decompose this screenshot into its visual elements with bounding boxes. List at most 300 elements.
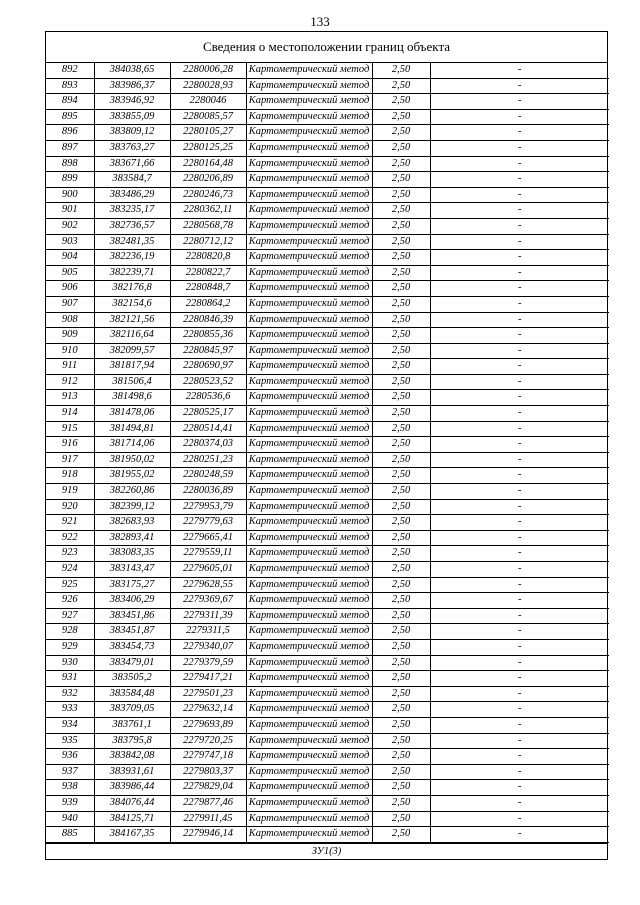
x-coordinate-cell: 381714,06 <box>94 437 170 453</box>
accuracy-cell: 2,50 <box>372 811 430 827</box>
method-cell: Картометрический метод <box>246 546 372 562</box>
description-cell: - <box>430 468 609 484</box>
point-number-cell: 932 <box>46 686 94 702</box>
method-cell: Картометрический метод <box>246 406 372 422</box>
table-row <box>46 780 609 796</box>
method-cell: Картометрический метод <box>246 125 372 141</box>
table-row <box>46 234 609 250</box>
y-coordinate-cell: 2280848,7 <box>170 281 246 297</box>
point-number-cell: 917 <box>46 452 94 468</box>
point-number-cell: 904 <box>46 250 94 266</box>
method-cell: Картометрический метод <box>246 234 372 250</box>
accuracy-cell: 2,50 <box>372 795 430 811</box>
accuracy-cell: 2,50 <box>372 140 430 156</box>
description-cell: - <box>430 390 609 406</box>
description-cell: - <box>430 702 609 718</box>
accuracy-cell: 2,50 <box>372 78 430 94</box>
description-cell: - <box>430 530 609 546</box>
accuracy-cell: 2,50 <box>372 421 430 437</box>
x-coordinate-cell: 383454,73 <box>94 639 170 655</box>
description-cell: - <box>430 328 609 344</box>
x-coordinate-cell: 384167,35 <box>94 827 170 843</box>
x-coordinate-cell: 382260,86 <box>94 484 170 500</box>
accuracy-cell: 2,50 <box>372 437 430 453</box>
table-row <box>46 811 609 827</box>
y-coordinate-cell: 2280820,8 <box>170 250 246 266</box>
accuracy-cell: 2,50 <box>372 499 430 515</box>
point-number-cell: 926 <box>46 593 94 609</box>
y-coordinate-cell: 2280164,48 <box>170 156 246 172</box>
point-number-cell: 901 <box>46 203 94 219</box>
description-cell: - <box>430 811 609 827</box>
table-row <box>46 795 609 811</box>
y-coordinate-cell: 2279605,01 <box>170 562 246 578</box>
accuracy-cell: 2,50 <box>372 593 430 609</box>
y-coordinate-cell: 2279877,46 <box>170 795 246 811</box>
description-cell: - <box>430 577 609 593</box>
x-coordinate-cell: 384125,71 <box>94 811 170 827</box>
accuracy-cell: 2,50 <box>372 328 430 344</box>
method-cell: Картометрический метод <box>246 296 372 312</box>
table-row <box>46 608 609 624</box>
method-cell: Картометрический метод <box>246 811 372 827</box>
y-coordinate-cell: 2279720,25 <box>170 733 246 749</box>
point-number-cell: 916 <box>46 437 94 453</box>
method-cell: Картометрический метод <box>246 328 372 344</box>
x-coordinate-cell: 383451,86 <box>94 608 170 624</box>
y-coordinate-cell: 2280085,57 <box>170 109 246 125</box>
accuracy-cell: 2,50 <box>372 624 430 640</box>
description-cell: - <box>430 187 609 203</box>
description-cell: - <box>430 374 609 390</box>
description-cell: - <box>430 827 609 843</box>
accuracy-cell: 2,50 <box>372 156 430 172</box>
accuracy-cell: 2,50 <box>372 374 430 390</box>
table-row <box>46 63 609 78</box>
x-coordinate-cell: 383143,47 <box>94 562 170 578</box>
description-cell: - <box>430 421 609 437</box>
x-coordinate-cell: 381817,94 <box>94 359 170 375</box>
description-cell: - <box>430 780 609 796</box>
accuracy-cell: 2,50 <box>372 686 430 702</box>
y-coordinate-cell: 2280822,7 <box>170 265 246 281</box>
method-cell: Картометрический метод <box>246 749 372 765</box>
description-cell: - <box>430 733 609 749</box>
method-cell: Картометрический метод <box>246 686 372 702</box>
method-cell: Картометрический метод <box>246 639 372 655</box>
method-cell: Картометрический метод <box>246 78 372 94</box>
y-coordinate-cell: 2279417,21 <box>170 671 246 687</box>
accuracy-cell: 2,50 <box>372 717 430 733</box>
method-cell: Картометрический метод <box>246 702 372 718</box>
table-row <box>46 281 609 297</box>
x-coordinate-cell: 381950,02 <box>94 452 170 468</box>
table-row <box>46 312 609 328</box>
y-coordinate-cell: 2279311,39 <box>170 608 246 624</box>
point-number-cell: 907 <box>46 296 94 312</box>
table-row <box>46 359 609 375</box>
accuracy-cell: 2,50 <box>372 577 430 593</box>
accuracy-cell: 2,50 <box>372 296 430 312</box>
point-number-cell: 931 <box>46 671 94 687</box>
accuracy-cell: 2,50 <box>372 780 430 796</box>
description-cell: - <box>430 109 609 125</box>
description-cell: - <box>430 359 609 375</box>
point-number-cell: 911 <box>46 359 94 375</box>
accuracy-cell: 2,50 <box>372 281 430 297</box>
table-row <box>46 515 609 531</box>
accuracy-cell: 2,50 <box>372 265 430 281</box>
table-row <box>46 218 609 234</box>
table-row <box>46 764 609 780</box>
table-row <box>46 94 609 110</box>
point-number-cell: 915 <box>46 421 94 437</box>
point-number-cell: 919 <box>46 484 94 500</box>
table-row <box>46 702 609 718</box>
page-number: 133 <box>310 14 330 29</box>
accuracy-cell: 2,50 <box>372 187 430 203</box>
accuracy-cell: 2,50 <box>372 515 430 531</box>
x-coordinate-cell: 383486,29 <box>94 187 170 203</box>
description-cell: - <box>430 234 609 250</box>
description-cell: - <box>430 63 609 78</box>
point-number-cell: 939 <box>46 795 94 811</box>
y-coordinate-cell: 2279340,07 <box>170 639 246 655</box>
x-coordinate-cell: 381955,02 <box>94 468 170 484</box>
point-number-cell: 905 <box>46 265 94 281</box>
point-number-cell: 923 <box>46 546 94 562</box>
method-cell: Картометрический метод <box>246 530 372 546</box>
x-coordinate-cell: 383809,12 <box>94 125 170 141</box>
point-number-cell: 909 <box>46 328 94 344</box>
y-coordinate-cell: 2279501,23 <box>170 686 246 702</box>
x-coordinate-cell: 383842,08 <box>94 749 170 765</box>
description-cell: - <box>430 312 609 328</box>
accuracy-cell: 2,50 <box>372 827 430 843</box>
y-coordinate-cell: 2279311,5 <box>170 624 246 640</box>
description-cell: - <box>430 624 609 640</box>
point-number-cell: 899 <box>46 172 94 188</box>
point-number-cell: 903 <box>46 234 94 250</box>
x-coordinate-cell: 381494,81 <box>94 421 170 437</box>
point-number-cell: 927 <box>46 608 94 624</box>
table-row <box>46 421 609 437</box>
x-coordinate-cell: 383584,7 <box>94 172 170 188</box>
x-coordinate-cell: 382683,93 <box>94 515 170 531</box>
table-row <box>46 109 609 125</box>
y-coordinate-cell: 2280246,73 <box>170 187 246 203</box>
y-coordinate-cell: 2280845,97 <box>170 343 246 359</box>
y-coordinate-cell: 2279369,67 <box>170 593 246 609</box>
y-coordinate-cell: 2279747,18 <box>170 749 246 765</box>
description-cell: - <box>430 156 609 172</box>
table-row <box>46 717 609 733</box>
description-cell: - <box>430 452 609 468</box>
method-cell: Картометрический метод <box>246 94 372 110</box>
table-row <box>46 296 609 312</box>
description-cell: - <box>430 125 609 141</box>
table-row <box>46 374 609 390</box>
y-coordinate-cell: 2279628,55 <box>170 577 246 593</box>
point-number-cell: 920 <box>46 499 94 515</box>
point-number-cell: 902 <box>46 218 94 234</box>
description-cell: - <box>430 749 609 765</box>
description-cell: - <box>430 764 609 780</box>
table-row <box>46 203 609 219</box>
point-number-cell: 893 <box>46 78 94 94</box>
x-coordinate-cell: 382236,19 <box>94 250 170 266</box>
accuracy-cell: 2,50 <box>372 250 430 266</box>
point-number-cell: 894 <box>46 94 94 110</box>
accuracy-cell: 2,50 <box>372 639 430 655</box>
y-coordinate-cell: 2279911,45 <box>170 811 246 827</box>
x-coordinate-cell: 383795,8 <box>94 733 170 749</box>
accuracy-cell: 2,50 <box>372 702 430 718</box>
method-cell: Картометрический метод <box>246 780 372 796</box>
method-cell: Картометрический метод <box>246 562 372 578</box>
point-number-cell: 929 <box>46 639 94 655</box>
point-number-cell: 892 <box>46 63 94 78</box>
x-coordinate-cell: 382176,8 <box>94 281 170 297</box>
x-coordinate-cell: 383986,37 <box>94 78 170 94</box>
accuracy-cell: 2,50 <box>372 359 430 375</box>
table-row <box>46 125 609 141</box>
table-row <box>46 172 609 188</box>
y-coordinate-cell: 2280105,27 <box>170 125 246 141</box>
x-coordinate-cell: 383855,09 <box>94 109 170 125</box>
table-row <box>46 577 609 593</box>
point-number-cell: 936 <box>46 749 94 765</box>
y-coordinate-cell: 2279946,14 <box>170 827 246 843</box>
accuracy-cell: 2,50 <box>372 452 430 468</box>
description-cell: - <box>430 608 609 624</box>
method-cell: Картометрический метод <box>246 468 372 484</box>
method-cell: Картометрический метод <box>246 437 372 453</box>
y-coordinate-cell: 2280046 <box>170 94 246 110</box>
point-number-cell: 897 <box>46 140 94 156</box>
point-number-cell: 914 <box>46 406 94 422</box>
table-row <box>46 140 609 156</box>
description-cell: - <box>430 78 609 94</box>
y-coordinate-cell: 2279693,89 <box>170 717 246 733</box>
method-cell: Картометрический метод <box>246 156 372 172</box>
table-row <box>46 328 609 344</box>
x-coordinate-cell: 383451,87 <box>94 624 170 640</box>
x-coordinate-cell: 383083,35 <box>94 546 170 562</box>
description-cell: - <box>430 172 609 188</box>
parcel-label: ЗУ1(3) <box>46 843 607 859</box>
y-coordinate-cell: 2279803,37 <box>170 764 246 780</box>
accuracy-cell: 2,50 <box>372 109 430 125</box>
table-row <box>46 749 609 765</box>
description-cell: - <box>430 484 609 500</box>
y-coordinate-cell: 2280514,41 <box>170 421 246 437</box>
x-coordinate-cell: 382116,64 <box>94 328 170 344</box>
point-number-cell: 918 <box>46 468 94 484</box>
y-coordinate-cell: 2280846,39 <box>170 312 246 328</box>
point-number-cell: 913 <box>46 390 94 406</box>
point-number-cell: 898 <box>46 156 94 172</box>
point-number-cell: 933 <box>46 702 94 718</box>
table-title: Сведения о местоположении границ объекта <box>46 32 607 63</box>
accuracy-cell: 2,50 <box>372 218 430 234</box>
method-cell: Картометрический метод <box>246 671 372 687</box>
table-row <box>46 390 609 406</box>
y-coordinate-cell: 2280864,2 <box>170 296 246 312</box>
y-coordinate-cell: 2280523,52 <box>170 374 246 390</box>
table-row <box>46 686 609 702</box>
description-cell: - <box>430 94 609 110</box>
description-cell: - <box>430 639 609 655</box>
accuracy-cell: 2,50 <box>372 94 430 110</box>
table-row <box>46 484 609 500</box>
method-cell: Картометрический метод <box>246 515 372 531</box>
method-cell: Картометрический метод <box>246 187 372 203</box>
table-row <box>46 437 609 453</box>
table-row <box>46 546 609 562</box>
table-row <box>46 499 609 515</box>
method-cell: Картометрический метод <box>246 827 372 843</box>
table-row <box>46 671 609 687</box>
method-cell: Картометрический метод <box>246 359 372 375</box>
method-cell: Картометрический метод <box>246 484 372 500</box>
method-cell: Картометрический метод <box>246 312 372 328</box>
table-row <box>46 733 609 749</box>
y-coordinate-cell: 2279665,41 <box>170 530 246 546</box>
description-cell: - <box>430 281 609 297</box>
accuracy-cell: 2,50 <box>372 671 430 687</box>
accuracy-cell: 2,50 <box>372 468 430 484</box>
accuracy-cell: 2,50 <box>372 203 430 219</box>
point-number-cell: 921 <box>46 515 94 531</box>
point-number-cell: 930 <box>46 655 94 671</box>
description-cell: - <box>430 546 609 562</box>
method-cell: Картометрический метод <box>246 250 372 266</box>
x-coordinate-cell: 383505,2 <box>94 671 170 687</box>
x-coordinate-cell: 383235,17 <box>94 203 170 219</box>
accuracy-cell: 2,50 <box>372 63 430 78</box>
method-cell: Картометрический метод <box>246 717 372 733</box>
method-cell: Картометрический метод <box>246 624 372 640</box>
point-number-cell: 924 <box>46 562 94 578</box>
method-cell: Картометрический метод <box>246 764 372 780</box>
point-number-cell: 895 <box>46 109 94 125</box>
description-cell: - <box>430 203 609 219</box>
table-row <box>46 562 609 578</box>
table-row <box>46 530 609 546</box>
method-cell: Картометрический метод <box>246 733 372 749</box>
description-cell: - <box>430 437 609 453</box>
accuracy-cell: 2,50 <box>372 484 430 500</box>
method-cell: Картометрический метод <box>246 140 372 156</box>
description-cell: - <box>430 140 609 156</box>
method-cell: Картометрический метод <box>246 655 372 671</box>
x-coordinate-cell: 383584,48 <box>94 686 170 702</box>
description-cell: - <box>430 343 609 359</box>
accuracy-cell: 2,50 <box>372 172 430 188</box>
point-number-cell: 938 <box>46 780 94 796</box>
x-coordinate-cell: 382121,56 <box>94 312 170 328</box>
method-cell: Картометрический метод <box>246 172 372 188</box>
y-coordinate-cell: 2280248,59 <box>170 468 246 484</box>
y-coordinate-cell: 2280028,93 <box>170 78 246 94</box>
x-coordinate-cell: 381506,4 <box>94 374 170 390</box>
accuracy-cell: 2,50 <box>372 343 430 359</box>
accuracy-cell: 2,50 <box>372 733 430 749</box>
x-coordinate-cell: 384076,44 <box>94 795 170 811</box>
x-coordinate-cell: 382481,35 <box>94 234 170 250</box>
accuracy-cell: 2,50 <box>372 406 430 422</box>
x-coordinate-cell: 383931,61 <box>94 764 170 780</box>
table-row <box>46 827 609 843</box>
y-coordinate-cell: 2279379,59 <box>170 655 246 671</box>
y-coordinate-cell: 2280036,89 <box>170 484 246 500</box>
accuracy-cell: 2,50 <box>372 546 430 562</box>
point-number-cell: 900 <box>46 187 94 203</box>
method-cell: Картометрический метод <box>246 281 372 297</box>
description-cell: - <box>430 655 609 671</box>
point-number-cell: 935 <box>46 733 94 749</box>
table-row <box>46 593 609 609</box>
y-coordinate-cell: 2279632,14 <box>170 702 246 718</box>
description-cell: - <box>430 562 609 578</box>
description-cell: - <box>430 406 609 422</box>
point-number-cell: 896 <box>46 125 94 141</box>
x-coordinate-cell: 382893,41 <box>94 530 170 546</box>
coordinates-table <box>46 63 609 843</box>
method-cell: Картометрический метод <box>246 390 372 406</box>
x-coordinate-cell: 383175,27 <box>94 577 170 593</box>
accuracy-cell: 2,50 <box>372 390 430 406</box>
point-number-cell: 934 <box>46 717 94 733</box>
point-number-cell: 937 <box>46 764 94 780</box>
description-cell: - <box>430 515 609 531</box>
table-row <box>46 406 609 422</box>
coordinates-table-body <box>46 63 609 842</box>
method-cell: Картометрический метод <box>246 499 372 515</box>
method-cell: Картометрический метод <box>246 109 372 125</box>
y-coordinate-cell: 2279829,04 <box>170 780 246 796</box>
method-cell: Картометрический метод <box>246 608 372 624</box>
method-cell: Картометрический метод <box>246 265 372 281</box>
accuracy-cell: 2,50 <box>372 312 430 328</box>
description-cell: - <box>430 593 609 609</box>
method-cell: Картометрический метод <box>246 203 372 219</box>
x-coordinate-cell: 382099,57 <box>94 343 170 359</box>
y-coordinate-cell: 2279779,63 <box>170 515 246 531</box>
table-row <box>46 187 609 203</box>
description-cell: - <box>430 499 609 515</box>
y-coordinate-cell: 2280855,36 <box>170 328 246 344</box>
table-row <box>46 639 609 655</box>
x-coordinate-cell: 381478,06 <box>94 406 170 422</box>
accuracy-cell: 2,50 <box>372 234 430 250</box>
description-cell: - <box>430 671 609 687</box>
x-coordinate-cell: 383761,1 <box>94 717 170 733</box>
x-coordinate-cell: 383406,29 <box>94 593 170 609</box>
table-row <box>46 452 609 468</box>
point-number-cell: 910 <box>46 343 94 359</box>
y-coordinate-cell: 2280568,78 <box>170 218 246 234</box>
method-cell: Картометрический метод <box>246 795 372 811</box>
y-coordinate-cell: 2280125,25 <box>170 140 246 156</box>
y-coordinate-cell: 2280006,28 <box>170 63 246 78</box>
method-cell: Картометрический метод <box>246 593 372 609</box>
y-coordinate-cell: 2280362,11 <box>170 203 246 219</box>
point-number-cell: 922 <box>46 530 94 546</box>
method-cell: Картометрический метод <box>246 63 372 78</box>
y-coordinate-cell: 2280206,89 <box>170 172 246 188</box>
